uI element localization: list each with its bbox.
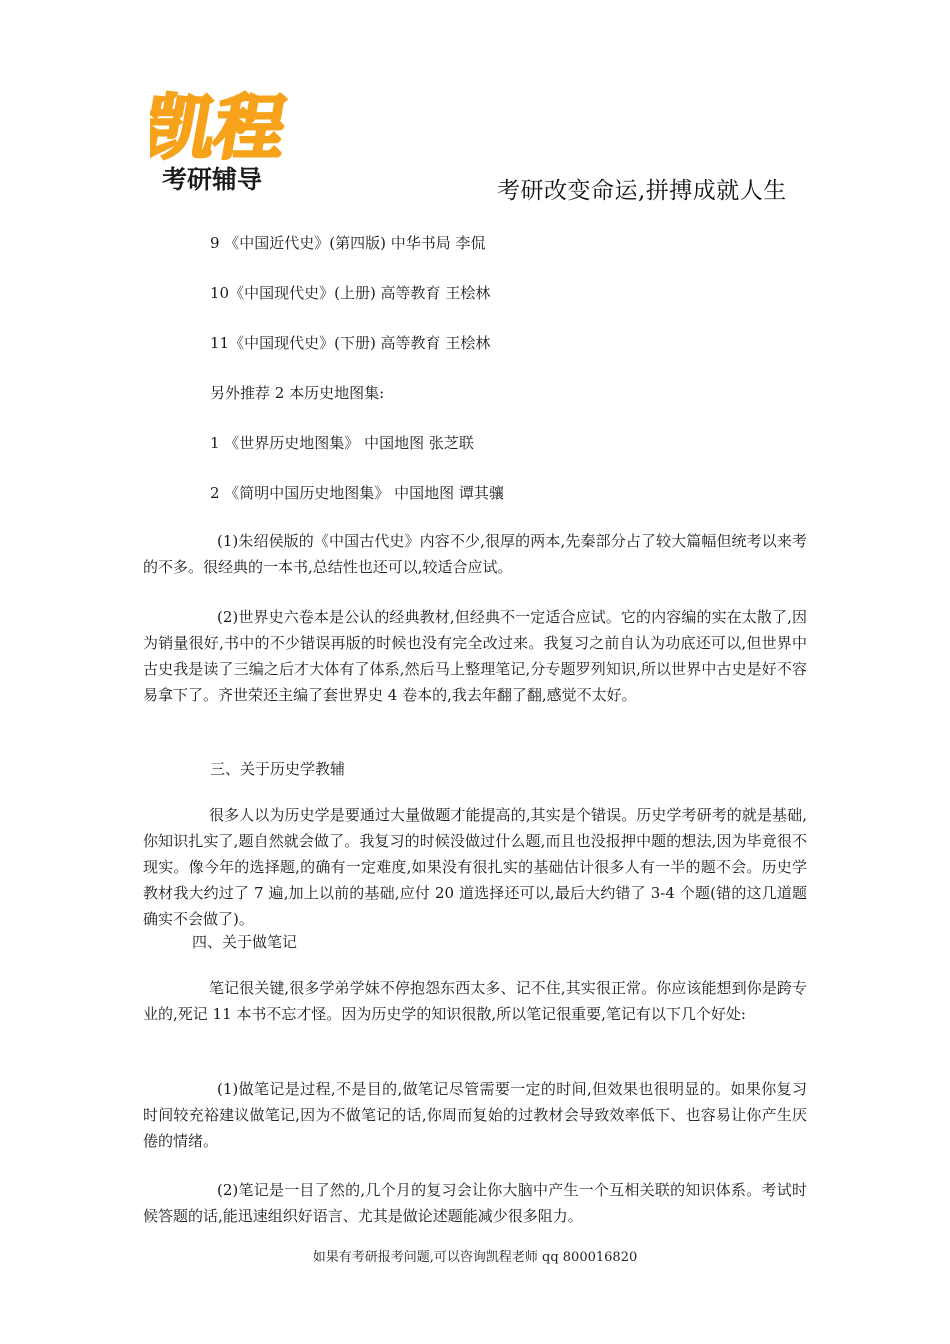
section-heading-3: 三、关于历史学教辅: [210, 760, 346, 778]
atlas-item-2: 2 《简明中国历史地图集》 中国地图 谭其骧: [210, 484, 504, 502]
paragraph-notes: 笔记很关键,很多学弟学妹不停抱怨东西太多、记不住,其实很正常。你应该能想到你是跨专业的,死记 11 本书不忘才怪。因为历史学的知识很散,所以笔记很重要,笔记有以下几个好处:: [143, 979, 807, 1023]
paragraph-notes-benefit-1: (1)做笔记是过程,不是目的,做笔记尽管需要一定的时间,但效果也很明显的。如果你复习时间较充裕建议做笔记,因为不做笔记的话,你周而复始的过教材会导致效率低下、也容易让你产生厌倦的情绪。: [143, 1080, 807, 1150]
atlas-intro: 另外推荐 2 本历史地图集:: [210, 384, 385, 402]
logo: [150, 78, 310, 196]
footer-contact: 如果有考研报考问题,可以咨询凯程老师 qq 800016820: [312, 1250, 638, 1265]
logo-brand: 凯程: [150, 87, 293, 169]
logo-sub: 考研辅导: [162, 165, 263, 194]
paragraph-world-history: (2)世界史六卷本是公认的经典教材,但经典不一定适合应试。它的内容编的实在太散了,因为销量很好,书中的不少错误再版的时候也没有完全改过来。我复习之前自认为功底还可以,但世界中古史我是读了三编之后才大体有了体系,然后马上整理笔记,分专题罗列知识,所以世界中古史是好不容易拿下了。齐世荣还主编了套世界史 4 卷本的,我去年翻了翻,感觉不太好。: [143, 608, 807, 704]
paragraph-ancient-history: (1)朱绍侯版的《中国古代史》内容不少,很厚的两本,先秦部分占了较大篇幅但统考以来考的不多。很经典的一本书,总结性也还可以,较适合应试。: [143, 532, 807, 576]
book-item-10: 10《中国现代史》(上册) 高等教育 王桧林: [210, 284, 491, 302]
paragraph-exercises: 很多人以为历史学是要通过大量做题才能提高的,其实是个错误。历史学考研考的就是基础,你知识扎实了,题自然就会做了。我复习的时候没做过什么题,而且也没报押中题的想法,因为毕竟很不现实。像今年的选择题,的确有一定难度,如果没有很扎实的基础估计很多人有一半的题不会。历史学教材我大约过了 7 遍,加上以前的基础,应付 20 道选择还可以,最后大约错了 3-4 个题(错的这几道题确实不会做了)。: [143, 806, 807, 928]
logo-graphic: [150, 78, 310, 196]
paragraph-notes-benefit-2: (2)笔记是一目了然的,几个月的复习会让你大脑中产生一个互相关联的知识体系。考试时候答题的话,能迅速组织好语言、尤其是做论述题能减少很多阻力。: [143, 1181, 807, 1225]
slogan: 考研改变命运,拼搏成就人生: [497, 178, 787, 204]
atlas-item-1: 1 《世界历史地图集》 中国地图 张芝联: [210, 434, 474, 452]
book-item-11: 11《中国现代史》(下册) 高等教育 王桧林: [210, 334, 491, 352]
section-heading-4: 四、关于做笔记: [192, 933, 298, 951]
book-item-9: 9 《中国近代史》(第四版) 中华书局 李侃: [210, 234, 486, 252]
